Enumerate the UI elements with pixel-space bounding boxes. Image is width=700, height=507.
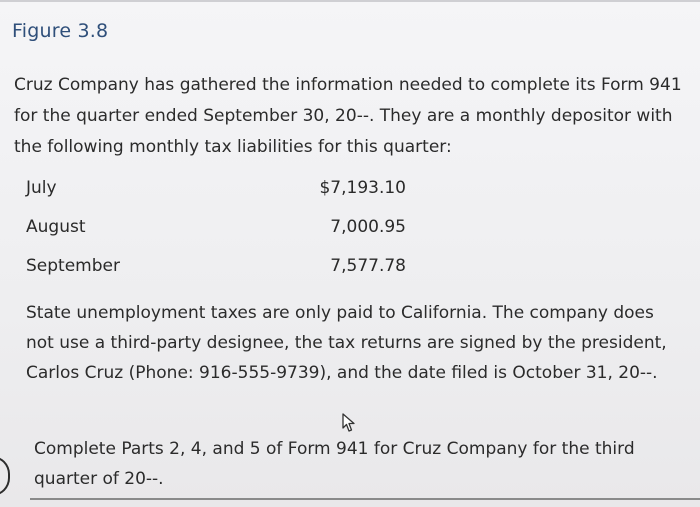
top-divider: [0, 0, 700, 2]
monthly-tax-liabilities-table: [26, 178, 406, 295]
intro-paragraph: Cruz Company has gathered the information needed to complete its Form 941 for the quarter ended September 30, 20--. They are a monthly depositor with the following monthly tax liabilities for this quarter:: [14, 75, 682, 157]
tax-month-label: September: [26, 256, 120, 276]
figure-title: Figure 3.8: [12, 20, 109, 42]
tax-amount-value: $7,193.10: [319, 178, 406, 198]
tax-row-september: [26, 256, 406, 295]
mouse-pointer-icon: [342, 413, 358, 433]
bracket-mark: [0, 456, 10, 496]
tax-amount-value: 7,000.95: [330, 217, 406, 237]
tax-month-label: July: [26, 178, 57, 198]
state-info-paragraph: State unemployment taxes are only paid to California. The company does not use a third-party designee, the tax returns are signed by the president, Carlos Cruz (Phone: 916-555-9739), and the date filed is October 31, 20--.: [26, 303, 667, 383]
tax-amount-value: 7,577.78: [330, 256, 406, 276]
bottom-divider: [30, 498, 700, 500]
tax-row-august: [26, 217, 406, 256]
instruction-paragraph: Complete Parts 2, 4, and 5 of Form 941 for Cruz Company for the third quarter of 20--.: [34, 439, 635, 489]
tax-month-label: August: [26, 217, 86, 237]
tax-row-july: [26, 178, 406, 217]
